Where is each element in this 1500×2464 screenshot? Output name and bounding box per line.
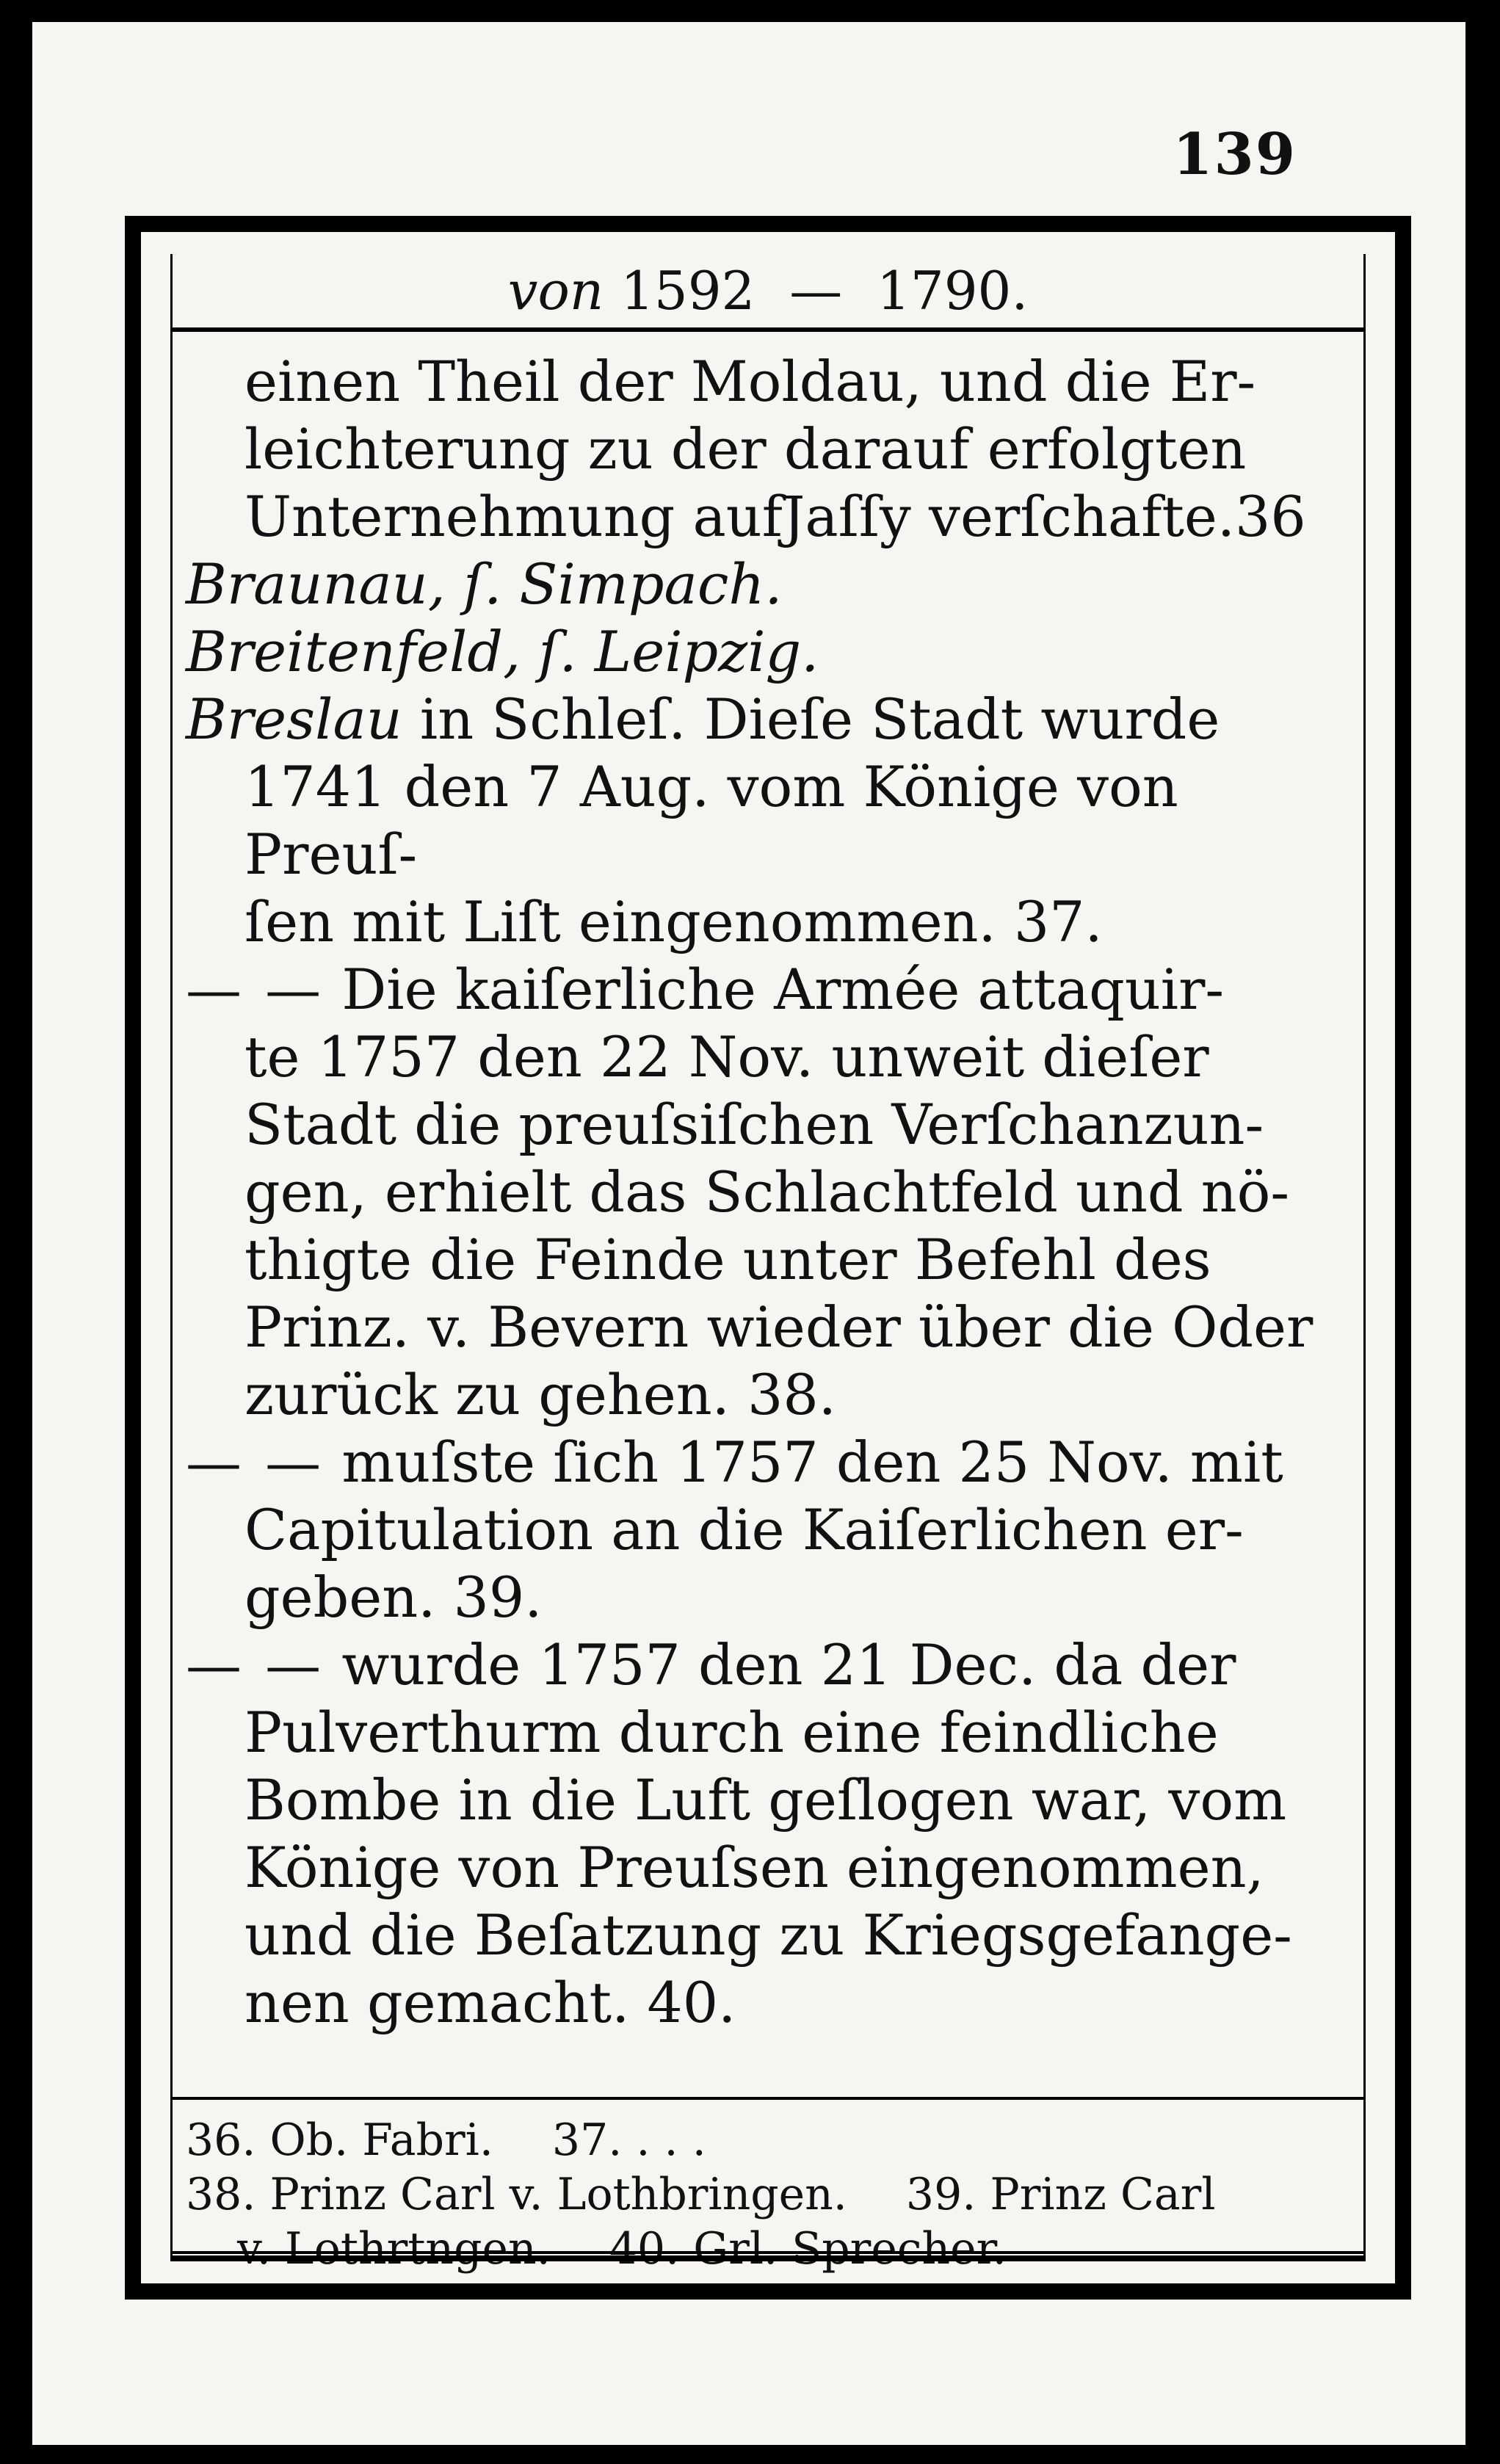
text-line: einen Theil der Moldau, und die Er- <box>244 349 1256 414</box>
footnote-row <box>186 2113 1350 2167</box>
text-line: geben. 39. <box>244 1565 543 1630</box>
dash-marker: — — <box>186 1632 325 1697</box>
page-frame <box>125 216 1411 2300</box>
ref-entry-breitenfeld: Breitenfeld, ſ. Leipzig. <box>186 619 819 684</box>
entry-term: Braunau <box>186 551 428 617</box>
text-line: thigte die Feinde unter Befehl des <box>244 1227 1211 1292</box>
bottom-rule <box>173 2251 1363 2261</box>
entry-see: ſ. Leipzig. <box>538 619 819 684</box>
text-line: Capitulation an die Kaiſerlichen er- <box>244 1497 1244 1562</box>
text-line <box>186 1429 1353 1496</box>
text-line: te 1757 den 22 Nov. unweit dieſer <box>244 1024 1209 1090</box>
text-line <box>186 956 1353 1023</box>
main-entry-breslau <box>186 686 1353 956</box>
ref-entry-braunau: Braunau, ſ. Simpach. <box>186 551 783 617</box>
header-year-end: 1790. <box>877 260 1029 322</box>
text-line: Pulverthurm durch eine feindliche <box>244 1700 1219 1765</box>
header-von: von <box>507 260 604 322</box>
page <box>32 22 1465 2445</box>
running-header <box>173 254 1363 332</box>
dash-marker: — — <box>186 957 325 1022</box>
footnote: 37. . . . <box>551 2115 706 2166</box>
text-line: und die Beſatzung zu Kriegsgefange- <box>244 1902 1292 1968</box>
text-body <box>186 348 1353 2037</box>
entry-see: ſ. Simpach. <box>463 551 783 617</box>
text-line: nen gemacht. 40. <box>244 1970 736 2035</box>
entry-first-line: in Schleſ. Dieſe Stadt wurde <box>402 686 1220 752</box>
text-line: Unternehmung aufJaſſy verſchafte.36 <box>244 484 1306 549</box>
content-area <box>170 254 1366 2275</box>
dash-entry <box>186 1429 1353 1631</box>
page-number: 139 <box>1173 121 1297 188</box>
footnotes <box>173 2097 1363 2276</box>
footnote-row <box>186 2222 1350 2276</box>
text-line: Bombe in die Luft geſlogen war, vom <box>244 1767 1287 1833</box>
footnote: 39. Prinz Carl <box>905 2169 1216 2220</box>
dash-entry <box>186 956 1353 1429</box>
continuation-entry <box>186 348 1353 551</box>
header-year-start: 1592 <box>620 260 756 322</box>
text-line: ſen mit Liſt eingenommen. 37. <box>244 889 1103 954</box>
text-line: Prinz. v. Bevern wieder über die Oder <box>244 1294 1314 1360</box>
text-line: zurück zu gehen. 38. <box>244 1362 836 1427</box>
entry-first-line: wurde 1757 den 21 Dec. da der <box>324 1632 1236 1697</box>
entry-term: Breslau <box>186 686 402 752</box>
entry-term: Breitenfeld <box>186 619 503 684</box>
text-line: 1741 den 7 Aug. vom Könige von Preuſ- <box>244 754 1178 887</box>
text-line <box>186 686 1353 753</box>
footnote-row <box>186 2167 1350 2222</box>
dash-entry <box>186 1631 1353 2037</box>
text-line: gen, erhielt das Schlachtfeld und nö- <box>244 1159 1290 1225</box>
dash-marker: — — <box>186 1430 325 1495</box>
entry-first-line: Die kaiſerliche Armée attaquir- <box>324 957 1225 1022</box>
text-line: Könige von Preuſsen eingenommen, <box>244 1835 1264 1900</box>
footnote: 36. Ob. Fabri. <box>186 2115 493 2166</box>
text-line: Stadt die preuſsiſchen Verſchanzun- <box>244 1092 1264 1157</box>
header-dash: — <box>789 260 843 322</box>
text-line: leichterung zu der darauf erfolgten <box>244 416 1247 482</box>
footnote: v. Lothrtngen. <box>237 2223 551 2275</box>
footnote: 38. Prinz Carl v. Lothbringen. <box>186 2169 847 2220</box>
entry-first-line: muſste ſich 1757 den 25 Nov. mit <box>324 1430 1283 1495</box>
footnote: 40. Grl. Sprecher. <box>609 2223 1007 2275</box>
text-line <box>186 1631 1353 1699</box>
